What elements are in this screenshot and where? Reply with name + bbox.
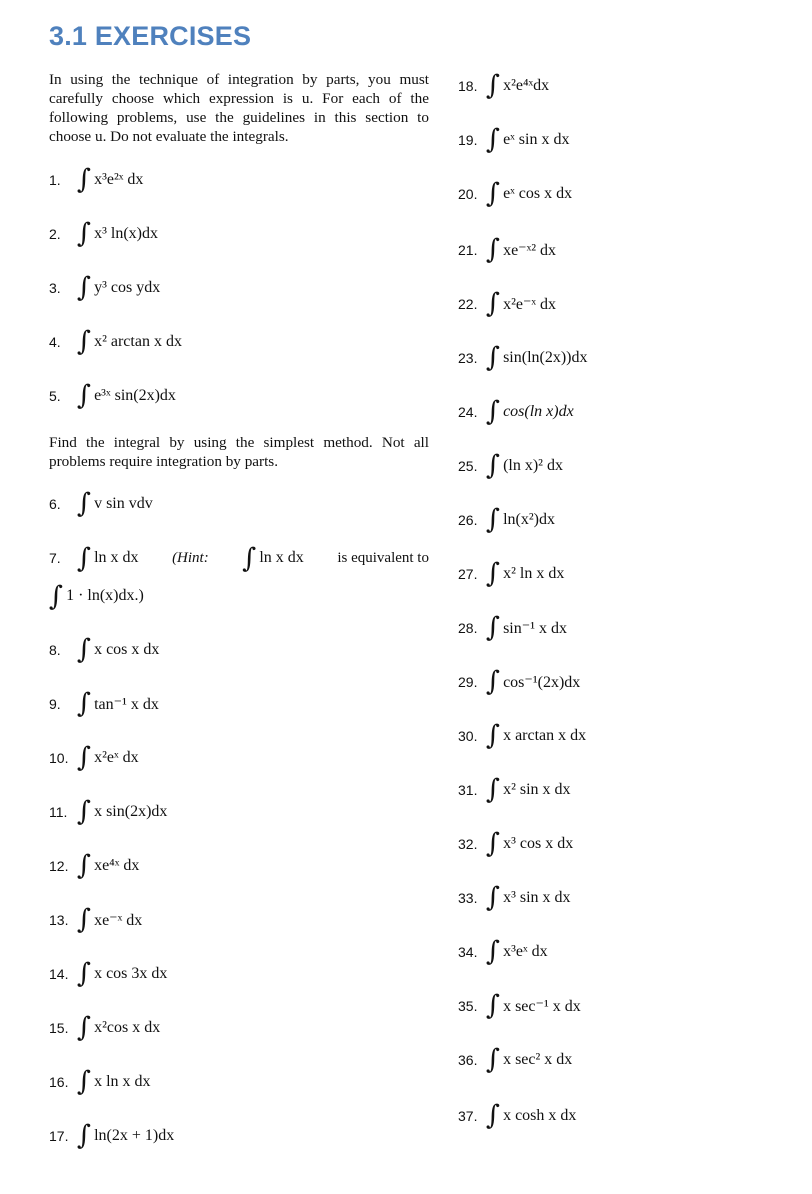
- exercise-item: [458, 932, 548, 972]
- exercise-number: 36.: [458, 1052, 478, 1068]
- integral-sign: ∫: [486, 557, 501, 589]
- exercise-item: [458, 608, 567, 648]
- integral-sign: ∫: [486, 827, 501, 859]
- hint-expression: ln x dx: [259, 549, 304, 566]
- exercise-item: [49, 214, 158, 254]
- integral-sign: ∫: [77, 1065, 92, 1097]
- exercise-number: 25.: [458, 458, 478, 474]
- exercise-item: [458, 824, 573, 864]
- exercise-item: [49, 954, 167, 994]
- exercise-item: [458, 120, 569, 160]
- exercise-expression: ln(2x + 1)dx: [94, 1127, 175, 1144]
- exercise-number: 19.: [458, 132, 478, 148]
- exercise-expression: x cosh x dx: [503, 1107, 577, 1124]
- intro-paragraph: In using the technique of integration by parts, you must carefully choose which expression is u. For each of the following problems, use the guidelines in this section to choose u. Do not evaluate the integrals.: [49, 71, 429, 145]
- exercise-item: [49, 900, 142, 940]
- integral-sign: ∫: [77, 1011, 92, 1043]
- exercise-expression: x sec⁻¹ x dx: [503, 998, 581, 1015]
- exercise-expression: x arctan x dx: [503, 727, 587, 744]
- exercise-expression: ln x dx: [94, 549, 139, 566]
- exercise-number: 5.: [49, 388, 61, 404]
- exercise-number: 7.: [49, 550, 61, 566]
- integral-sign: ∫: [77, 379, 92, 411]
- integral-sign: ∫: [486, 233, 501, 265]
- exercise-number: 15.: [49, 1020, 69, 1036]
- exercise-expression: ln(x²)dx: [503, 511, 555, 528]
- exercise-number: 28.: [458, 620, 478, 636]
- exercise-item: [49, 684, 159, 724]
- exercise-number: 37.: [458, 1108, 478, 1124]
- exercise-item: [458, 1040, 572, 1080]
- section2-intro: Find the integral by using the simplest method. Not all problems require integration by parts.: [49, 434, 429, 470]
- exercise-number: 6.: [49, 496, 61, 512]
- exercise-expression: y³ cos ydx: [94, 279, 161, 296]
- exercise-number: 1.: [49, 172, 61, 188]
- integral-sign: ∫: [486, 1099, 501, 1131]
- exercise-item-hint: [49, 538, 429, 614]
- integral-sign: ∫: [486, 665, 501, 697]
- exercise-expression: eˣ sin x dx: [503, 131, 570, 148]
- hint-label: (Hint:: [172, 549, 209, 566]
- exercise-item: [458, 878, 571, 918]
- exercise-expression: tan⁻¹ x dx: [94, 696, 159, 713]
- exercise-number: 13.: [49, 912, 69, 928]
- exercise-number: 30.: [458, 728, 478, 744]
- exercise-number: 35.: [458, 998, 478, 1014]
- integral-sign: ∫: [486, 177, 501, 209]
- exercise-item: [49, 160, 143, 200]
- integral-sign: ∫: [486, 773, 501, 805]
- exercise-item: [458, 554, 564, 594]
- integral-sign: ∫: [77, 163, 92, 195]
- exercise-item: [458, 662, 580, 702]
- exercise-expression: eˣ cos x dx: [503, 185, 573, 202]
- exercise-number: 24.: [458, 404, 478, 420]
- exercise-number: 34.: [458, 944, 478, 960]
- integral-sign: ∫: [77, 957, 92, 989]
- exercise-expression: x sin(2x)dx: [94, 803, 168, 820]
- exercise-item: [458, 338, 588, 378]
- exercise-item: [49, 1116, 174, 1156]
- exercise-number: 31.: [458, 782, 478, 798]
- exercise-number: 14.: [49, 966, 69, 982]
- integral-sign: ∫: [486, 503, 501, 535]
- exercise-expression: x² ln x dx: [503, 565, 565, 582]
- exercise-item: [458, 1096, 576, 1136]
- exercise-item: [49, 484, 153, 524]
- integral-sign: ∫: [486, 719, 501, 751]
- exercise-expression: x³ cos x dx: [503, 835, 574, 852]
- exercise-item: [49, 268, 160, 308]
- exercise-number: 4.: [49, 334, 61, 350]
- exercise-number: 2.: [49, 226, 61, 242]
- integral-sign: ∫: [77, 217, 92, 249]
- page-title: 3.1 EXERCISES: [49, 21, 252, 51]
- integral-sign: ∫: [486, 989, 501, 1021]
- exercise-item: [458, 716, 586, 756]
- exercise-item: [458, 770, 571, 810]
- integral-sign: ∫: [77, 795, 92, 827]
- exercise-number: 29.: [458, 674, 478, 690]
- exercise-expression: x²cos x dx: [94, 1019, 161, 1036]
- exercise-expression: xe⁴ˣ dx: [94, 857, 140, 874]
- exercise-number: 12.: [49, 858, 69, 874]
- integral-sign: ∫: [486, 287, 501, 319]
- exercise-expression: x² arctan x dx: [94, 333, 182, 350]
- exercise-expression: cos(ln x)dx: [503, 403, 574, 420]
- integral-sign: ∫: [486, 935, 501, 967]
- exercise-number: 17.: [49, 1128, 69, 1144]
- integral-sign: ∫: [486, 449, 501, 481]
- exercise-number: 23.: [458, 350, 478, 366]
- exercise-number: 11.: [49, 804, 68, 820]
- exercise-expression: x sec² x dx: [503, 1051, 573, 1068]
- integral-sign: ∫: [486, 69, 501, 101]
- exercise-expression: x³e²ˣ dx: [94, 171, 144, 188]
- integral-sign: ∫: [77, 633, 92, 665]
- exercise-expression: x²e⁻ˣ dx: [503, 296, 557, 313]
- exercise-expression: cos⁻¹(2x)dx: [503, 674, 581, 691]
- exercise-item: [49, 1008, 160, 1048]
- exercise-item: [458, 174, 572, 214]
- exercise-number: 9.: [49, 696, 61, 712]
- exercise-item: [458, 230, 556, 270]
- exercise-item: [49, 738, 139, 778]
- exercise-number: 18.: [458, 78, 478, 94]
- exercise-expression: sin⁻¹ x dx: [503, 620, 567, 637]
- integral-sign: ∫: [77, 687, 92, 719]
- exercise-expression: x cos 3x dx: [94, 965, 168, 982]
- hint-text: is equivalent to: [337, 549, 429, 566]
- exercise-expression: x²e⁴ˣdx: [503, 77, 550, 94]
- integral-sign: ∫: [486, 395, 501, 427]
- exercise-item: [458, 66, 549, 106]
- exercise-number: 32.: [458, 836, 478, 852]
- exercise-expression: x²eˣ dx: [94, 749, 139, 766]
- hint-expression-2: 1 · ln(x)dx.): [66, 587, 144, 604]
- exercise-number: 3.: [49, 280, 61, 296]
- exercise-item: [458, 284, 556, 324]
- exercise-item: [49, 1062, 151, 1102]
- exercise-item: [458, 446, 563, 486]
- exercise-number: 26.: [458, 512, 478, 528]
- exercise-item: [458, 986, 581, 1026]
- exercise-item: [458, 392, 574, 432]
- integral-sign: ∫: [486, 341, 501, 373]
- exercise-expression: e³ˣ sin(2x)dx: [94, 387, 176, 404]
- exercise-item: [49, 630, 159, 670]
- exercise-expression: sin(ln(2x))dx: [503, 349, 588, 366]
- exercise-number: 33.: [458, 890, 478, 906]
- exercise-item: [49, 792, 167, 832]
- exercise-expression: xe⁻ˣ dx: [94, 912, 143, 929]
- exercise-item: [49, 846, 139, 886]
- integral-sign: ∫: [77, 271, 92, 303]
- integral-sign: ∫: [242, 542, 257, 574]
- exercise-item: [458, 500, 555, 540]
- exercise-number: 20.: [458, 186, 478, 202]
- exercise-number: 22.: [458, 296, 478, 312]
- exercise-expression: x cos x dx: [94, 641, 160, 658]
- integral-sign: ∫: [77, 849, 92, 881]
- exercise-expression: (ln x)² dx: [503, 457, 563, 474]
- integral-sign: ∫: [77, 487, 92, 519]
- integral-sign: ∫: [77, 1119, 92, 1151]
- exercise-number: 21.: [458, 242, 478, 258]
- exercise-expression: xe⁻ˣ² dx: [503, 242, 557, 259]
- integral-sign: ∫: [486, 611, 501, 643]
- integral-sign: ∫: [77, 903, 92, 935]
- integral-sign: ∫: [49, 580, 64, 612]
- exercise-item: [49, 322, 182, 362]
- exercise-number: 8.: [49, 642, 61, 658]
- exercise-number: 16.: [49, 1074, 69, 1090]
- exercise-expression: x³ ln(x)dx: [94, 225, 158, 242]
- integral-sign: ∫: [77, 542, 92, 574]
- exercise-number: 10.: [49, 750, 69, 766]
- integral-sign: ∫: [486, 1043, 501, 1075]
- integral-sign: ∫: [77, 325, 92, 357]
- exercise-expression: v sin vdv: [94, 495, 153, 512]
- exercise-number: 27.: [458, 566, 478, 582]
- integral-sign: ∫: [486, 881, 501, 913]
- exercise-expression: x² sin x dx: [503, 781, 571, 798]
- exercise-expression: x³eˣ dx: [503, 943, 548, 960]
- integral-sign: ∫: [77, 741, 92, 773]
- exercise-expression: x ln x dx: [94, 1073, 151, 1090]
- exercise-expression: x³ sin x dx: [503, 889, 571, 906]
- exercise-item: [49, 376, 176, 416]
- integral-sign: ∫: [486, 123, 501, 155]
